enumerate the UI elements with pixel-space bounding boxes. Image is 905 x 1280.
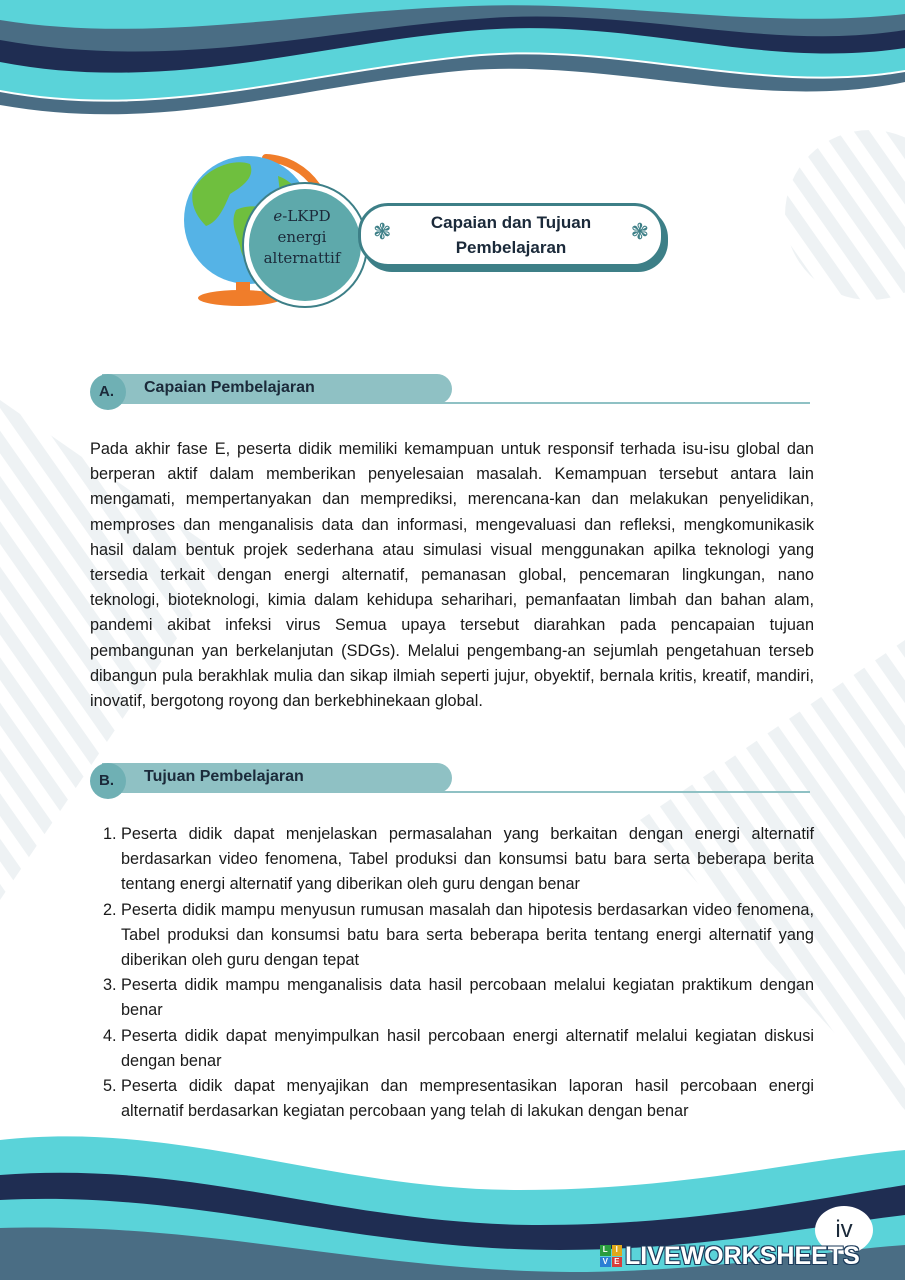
elkpd-logo-text (250, 206, 354, 269)
flower-ornament-icon: ❃ (630, 219, 649, 244)
list-item: 3. Peserta didik mampu menganalisis data hasil percobaan melalui kegiatan praktikum dengan benar (103, 976, 814, 1020)
page-title-badge (358, 203, 664, 267)
list-item: 5. Peserta didik dapat menyajikan dan mempresentasikan laporan hasil percobaan energi alternatif berdasarkan kegiatan percobaan yang telah di lakukan dengan benar (103, 1077, 814, 1121)
section-b-letter: B. (99, 772, 114, 789)
section-b-title: Tujuan Pembelajaran (144, 768, 304, 785)
logo-line-3: alternattif (263, 249, 341, 267)
section-a-title: Capaian Pembelajaran (144, 379, 315, 396)
page-title: Capaian dan Tujuan Pembelajaran (430, 213, 592, 257)
list-item: 1. Peserta didik dapat menjelaskan permasalahan yang berkaitan dengan energi alternatif berdasarkan video fenomena, Tabel produksi dan konsumsi batu bara serta beberapa berita tentang energi alternatif yang diberikan oleh guru dengan benar (103, 825, 814, 894)
watermark-text: LIVEWORKSHEETS (625, 1241, 860, 1270)
capaian-paragraph: Pada akhir fase E, peserta didik memiliki kemampuan untuk responsif terhada isu-isu global dan berperan aktif dalam memberikan penyelesaian masalah. Kemampuan tersebut antara lain mengamati, mempertanyakan dan memprediksi, merencana-kan dan melakukan penyelidikan, memproses dan menganalisis data dan informasi, mengevaluasi dan refleksi, mengkomunikasik hasil dalam bentuk projek sederhana atau simulasi visual menggunakan apilka teknologi yang tersedia terkait dengan energi alternatif, pemanasan global, pencemaran lingkungan, nano teknologi, bioteknologi, kimia dalam kehidupa seharihari, pemanfaatan limbah dan bahan alam, pandemi akibat infeksi virus Semua upaya tersebut diarahkan pada pencapaian tujuan pembangunan yan berkelanjutan (SDGs). Melalui pengembang-an sejumlah pengetahuan terseb dibangun pula berakhlak mulia dan sikap ilmiah seperti jujur, obyektif, bernala kritis, kreatif, mandiri, inovatif, bergotong royong dan berkebhinekaan global. (90, 440, 814, 711)
flower-ornament-icon: ❃ (373, 219, 392, 244)
list-item: 2. Peserta didik mampu menyusun rumusan masalah dan hipotesis berdasarkan video fenomena, Tabel produksi dan konsumsi batu bara serta beberapa berita tentang energi alternatif yang diberikan oleh guru dengan tepat (103, 900, 814, 970)
liveworksheets-logo-icon: L I V E (600, 1245, 622, 1267)
tujuan-list (90, 822, 814, 1124)
section-a-header (90, 374, 810, 414)
page-number: iv (815, 1206, 873, 1254)
list-item: 4. Peserta didik dapat menyimpulkan hasil percobaan energi alternatif melalui kegiatan diskusi dengan benar (103, 1026, 814, 1070)
logo-line-1: e-LKPD (273, 207, 331, 225)
stripe-circle-top-right (785, 130, 905, 300)
section-b-header (90, 763, 810, 803)
section-a-letter: A. (99, 383, 114, 400)
logo-line-2: energi (277, 228, 327, 246)
liveworksheets-watermark[interactable] (600, 1240, 900, 1272)
